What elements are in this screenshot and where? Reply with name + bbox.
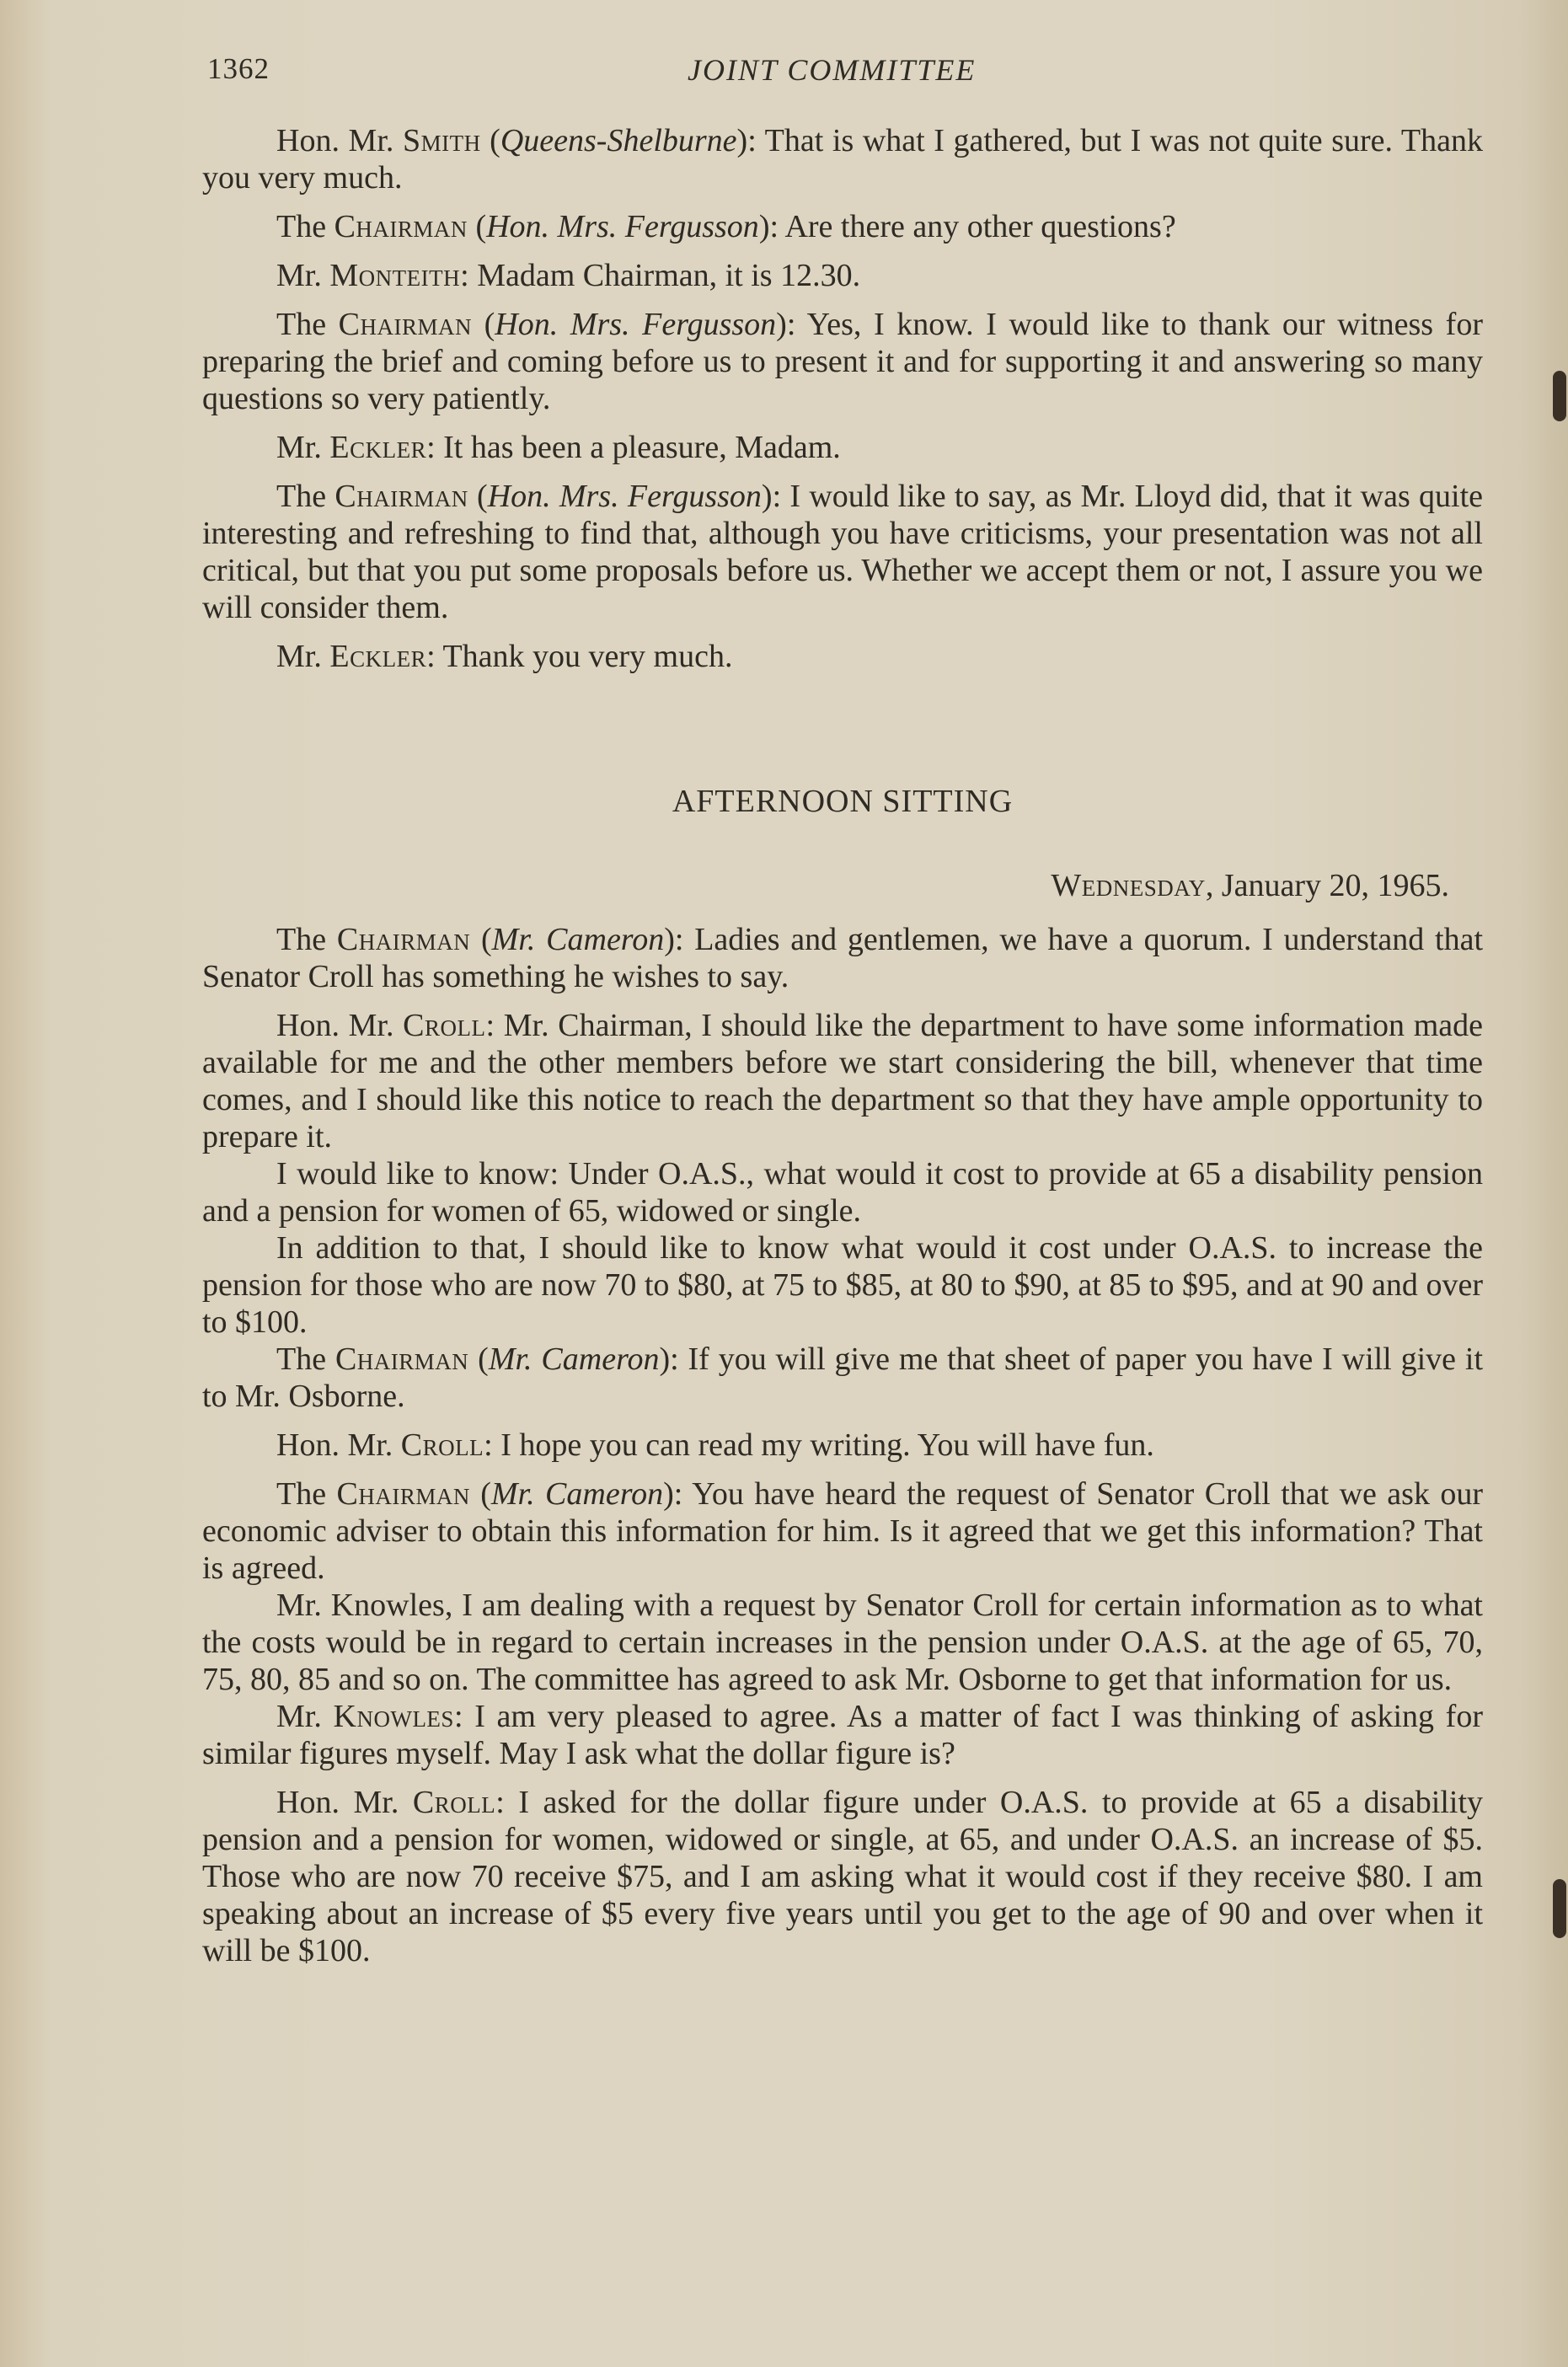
- dateline-date: , January 20, 1965.: [1205, 868, 1449, 903]
- speaker-title: Hon. Mr.: [276, 1785, 413, 1820]
- paragraph-text: Thank you very much.: [442, 639, 733, 674]
- transcript-paragraph: [202, 1698, 1483, 1772]
- transcript-paragraph: [202, 1155, 1483, 1229]
- speaker-name: Monteith: [329, 258, 461, 293]
- speaker-aside: Hon. Mrs. Fergusson: [486, 209, 759, 244]
- speaker-title: Mr.: [276, 430, 330, 465]
- transcript-paragraph: [202, 1475, 1483, 1587]
- speaker-name: Eckler: [329, 430, 427, 465]
- speaker-colon: :: [769, 209, 785, 244]
- speaker-title: Hon. Mr.: [276, 123, 403, 158]
- speaker-colon: :: [673, 1476, 693, 1512]
- speaker-name: Croll: [403, 1008, 486, 1043]
- speaker-name: Smith: [402, 123, 481, 158]
- speaker-colon: :: [674, 922, 695, 957]
- afternoon-paragraphs: [202, 921, 1483, 1969]
- speaker-colon: :: [426, 430, 444, 465]
- page-edge-mark-middle: [1553, 1879, 1566, 1938]
- speaker-aside-close: ): [776, 307, 787, 342]
- page-number: 1362: [207, 52, 270, 85]
- speaker-colon: :: [772, 479, 790, 514]
- speaker-aside: Hon. Mrs. Fergusson: [495, 307, 777, 342]
- paragraph-text: You have heard the request of Senator Croll that we ask our economic adviser to obtain this information for him. Is it agreed that we get this information? That is agreed.: [202, 1476, 1484, 1586]
- paragraph-text: In addition to that, I should like to know what would it cost under O.A.S. to increase the pension for those who are now 70 to $80, at 75 to $85, at 80 to $90, at 85 to $95, and at 90 and over to $100.: [202, 1230, 1483, 1340]
- speaker-aside-open: (: [469, 1476, 491, 1512]
- speaker-name: Chairman: [334, 479, 468, 514]
- transcript-paragraph: [202, 1007, 1483, 1155]
- speaker-aside-close: ): [659, 1341, 671, 1377]
- section-title: AFTERNOON SITTING: [672, 784, 1014, 819]
- speaker-name: Chairman: [334, 1341, 469, 1377]
- speaker-title: Mr.: [276, 1699, 334, 1734]
- speaker-colon: :: [484, 1427, 501, 1463]
- transcript-paragraph: [202, 429, 1483, 466]
- transcript-paragraph: [202, 1587, 1483, 1698]
- paragraph-text: Mr. Knowles, I am dealing with a request by Senator Croll for certain information as to what the costs would be in regard to certain increases in the pension under O.A.S. at the age of 65, 70, 75, 80, 85 and so on. The committee has agreed to ask Mr. Osborne to get that information for us.: [202, 1588, 1483, 1697]
- paragraph-text: I hope you can read my writing. You will have fun.: [500, 1427, 1154, 1463]
- speaker-colon: :: [485, 1008, 504, 1043]
- speaker-title: The: [276, 1341, 335, 1377]
- paragraph-text: I asked for the dollar figure under O.A.S. to provide at 65 a disability pension and a pension for women, widowed or single, at 65, and under O.A.S. an increase of $5. Those who are now 70 receive $75, and I am asking what it would cost if they receive $80. I am speaking about an increase of $5 every five years until you get to the age of 90 and over when it will be $100.: [202, 1785, 1484, 1968]
- speaker-name: Eckler: [329, 639, 427, 674]
- speaker-aside-open: (: [468, 479, 488, 514]
- transcript-paragraph: [202, 1784, 1483, 1969]
- transcript-paragraph: [202, 921, 1483, 995]
- speaker-title: Mr.: [276, 258, 330, 293]
- speaker-aside-close: ): [758, 209, 770, 244]
- paragraph-text: Ladies and gentlemen, we have a quorum. I understand that Senator Croll has something he wishes to say.: [202, 922, 1484, 994]
- speaker-title: The: [276, 307, 339, 342]
- speaker-colon: :: [786, 307, 807, 342]
- paragraph-text: Mr. Chairman, I should like the department to have some information made available for me and the other members before we start considering the bill, whenever that time comes, and I should like this notice to reach the department so that they have ample opportunity to prepare it.: [202, 1008, 1483, 1154]
- paragraph-text: I would like to say, as Mr. Lloyd did, that it was quite interesting and refreshing to find that, although you have criticisms, your presentation was not all critical, but that you put some proposals before us. Whether we accept them or not, I assure you we will consider them.: [202, 479, 1484, 625]
- transcript-paragraph: [202, 1229, 1483, 1341]
- page-edge-mark-top: [1553, 371, 1566, 421]
- speaker-title: Mr.: [276, 639, 330, 674]
- paragraph-text: I would like to know: Under O.A.S., what would it cost to provide at 65 a disability pension and a pension for women of 65, widowed or single.: [202, 1156, 1483, 1229]
- paragraph-text: I am very pleased to agree. As a matter of fact I was thinking of asking for similar figures myself. May I ask what the dollar figure is?: [202, 1699, 1483, 1771]
- transcript-paragraph: [202, 1427, 1483, 1464]
- speaker-colon: :: [426, 639, 443, 674]
- speaker-aside: Queens-Shelburne: [500, 123, 737, 158]
- speaker-aside-open: (: [480, 123, 500, 158]
- speaker-aside: Mr. Cameron: [488, 1341, 660, 1377]
- dateline-day: Wednesday: [1051, 868, 1206, 903]
- speaker-colon: :: [453, 1699, 475, 1734]
- speaker-colon: :: [495, 1785, 519, 1820]
- transcript-paragraph: [202, 306, 1483, 417]
- transcript-paragraph: [202, 1341, 1483, 1415]
- transcript-paragraph: [202, 638, 1483, 675]
- dateline: [202, 867, 1449, 904]
- paragraph-text: If you will give me that sheet of paper you have I will give it to Mr. Osborne.: [202, 1341, 1483, 1414]
- paragraph-text: It has been a pleasure, Madam.: [443, 430, 841, 465]
- speaker-title: The: [276, 922, 337, 957]
- speaker-aside: Mr. Cameron: [490, 1476, 664, 1512]
- speaker-aside-close: ): [761, 479, 773, 514]
- speaker-title: The: [276, 1476, 337, 1512]
- speaker-name: Chairman: [338, 307, 473, 342]
- speaker-name: Chairman: [334, 209, 468, 244]
- speaker-colon: :: [460, 258, 478, 293]
- speaker-name: Croll: [412, 1785, 496, 1820]
- speaker-aside-open: (: [467, 209, 487, 244]
- paragraph-text: Madam Chairman, it is 12.30.: [477, 258, 861, 293]
- speaker-title: The: [276, 479, 335, 514]
- speaker-aside-open: (: [468, 1341, 489, 1377]
- speaker-title: Hon. Mr.: [276, 1008, 404, 1043]
- page-header: [207, 52, 1488, 94]
- morning-paragraphs: [202, 122, 1483, 675]
- speaker-aside: Mr. Cameron: [491, 922, 665, 957]
- speaker-name: Chairman: [336, 1476, 470, 1512]
- speaker-name: Chairman: [336, 922, 471, 957]
- transcript-paragraph: [202, 257, 1483, 294]
- speaker-aside-open: (: [470, 922, 492, 957]
- transcript-body: [202, 122, 1483, 1981]
- paragraph-text: Yes, I know. I would like to thank our witness for preparing the brief and coming before us to present it and for supporting it and answering so many questions so very patiently.: [202, 307, 1483, 416]
- speaker-colon: :: [670, 1341, 688, 1377]
- paragraph-text: That is what I gathered, but I was not quite sure. Thank you very much.: [202, 123, 1483, 195]
- transcript-paragraph: [202, 208, 1483, 245]
- speaker-colon: :: [747, 123, 765, 158]
- speaker-aside: Hon. Mrs. Fergusson: [487, 479, 762, 514]
- speaker-title: The: [276, 209, 334, 244]
- speaker-aside-close: ): [664, 922, 675, 957]
- speaker-aside-open: (: [472, 307, 495, 342]
- speaker-name: Knowles: [333, 1699, 454, 1734]
- running-head: JOINT COMMITTEE: [688, 53, 977, 87]
- paragraph-text: Are there any other questions?: [784, 209, 1176, 244]
- transcript-paragraph: [202, 122, 1483, 196]
- speaker-aside-close: ): [736, 123, 748, 158]
- speaker-aside-close: ): [663, 1476, 674, 1512]
- speaker-name: Croll: [400, 1427, 484, 1463]
- speaker-title: Hon. Mr.: [276, 1427, 401, 1463]
- transcript-paragraph: [202, 478, 1483, 626]
